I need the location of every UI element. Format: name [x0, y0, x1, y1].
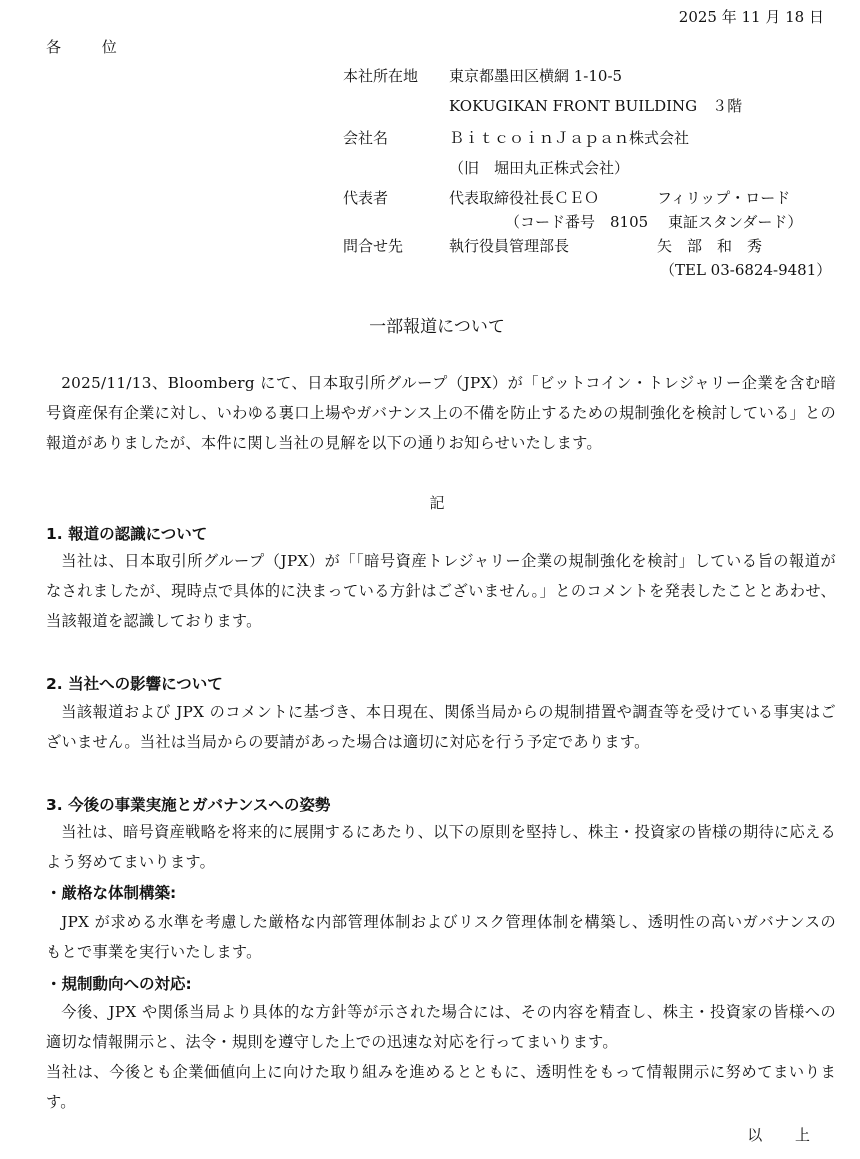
company-name: ＢｉｔｃｏｉｎＪａｐａｎ株式会社: [449, 129, 690, 147]
representative-name: フィリップ・ロード: [657, 189, 791, 207]
representative-title: 代表取締役社長ＣＥＯ: [449, 189, 600, 207]
section3-body: 当社は、暗号資産戦略を将来的に展開するにあたり、以下の原則を堅持し、株主・投資家の皆様の期待に応えるよう努めてまいります。: [46, 823, 836, 871]
representative-label: 代表者: [343, 189, 389, 207]
section2-body: 当該報道および JPX のコメントに基づき、本日現在、関係当局からの規制措置や調査等を受けている事実はございません。当社は当局からの要請があった場合は適切に対応を行う予定であります。: [46, 703, 836, 751]
bullet1-heading: ・厳格な体制構築:: [46, 884, 177, 902]
contact-label: 問合せ先: [343, 237, 404, 255]
closing-paragraph: 当社は、今後とも企業価値向上に向けた取り組みを進めるとともに、透明性をもって情報開示に努めてまいります。: [46, 1063, 836, 1111]
bullet2-heading: ・規制動向への対応:: [46, 975, 192, 993]
section1-body: 当社は、日本取引所グループ（JPX）が「「暗号資産トレジャリー企業の規制強化を検討」している旨の報道がなされましたが、現時点で具体的に決まっている方針はございません。」とのコメントを発表したこととあわせ、当該報道を認識しております。: [46, 552, 836, 630]
intro-paragraph: 2025/11/13、Bloomberg にて、日本取引所グループ（JPX）が「ビットコイン・トレジャリー企業を含む暗号資産保有企業に対し、いわゆる裏口上場やガバナンス上の不備を防止するための規制強化を検討している」との報道がありましたが、本件に関し当社の見解を以下の通りお知らせいたします。: [46, 374, 836, 452]
stock-code-info: （コード番号 8105 東証スタンダード）: [505, 213, 803, 231]
contact-name: 矢 部 和 秀: [657, 237, 763, 255]
contact-tel: （TEL 03-6824-9481）: [660, 261, 832, 279]
ki-mark: 記: [429, 494, 445, 512]
document-title: 一部報道について: [369, 317, 505, 337]
bullet1-body: JPX が求める水準を考慮した厳格な内部管理体制およびリスク管理体制を構築し、透明性の高いガバナンスのもとで事業を実行いたします。: [46, 913, 836, 961]
former-company-name: （旧 堀田丸正株式会社）: [449, 159, 630, 177]
document-date: 2025 年 11 月 18 日: [678, 8, 824, 26]
addressee: 各 位: [46, 38, 135, 56]
address-line1: 東京都墨田区横網 1-10-5: [449, 67, 623, 85]
address-label: 本社所在地: [343, 67, 419, 85]
bullet2-body: 今後、JPX や関係当局より具体的な方針等が示された場合には、その内容を精査し、株主・投資家の皆様への適切な情報開示と、法令・規則を遵守した上での迅速な対応を行ってまいります。: [46, 1003, 836, 1051]
end-mark: 以 上: [747, 1126, 824, 1144]
section3-heading: 3. 今後の事業実施とガバナンスへの姿勢: [46, 796, 331, 814]
contact-title: 執行役員管理部長: [449, 237, 570, 255]
section1-heading: 1. 報道の認識について: [46, 525, 208, 543]
address-line2: KOKUGIKAN FRONT BUILDING ３階: [449, 97, 743, 115]
section2-heading: 2. 当社への影響について: [46, 675, 223, 693]
company-name-label: 会社名: [343, 129, 389, 147]
